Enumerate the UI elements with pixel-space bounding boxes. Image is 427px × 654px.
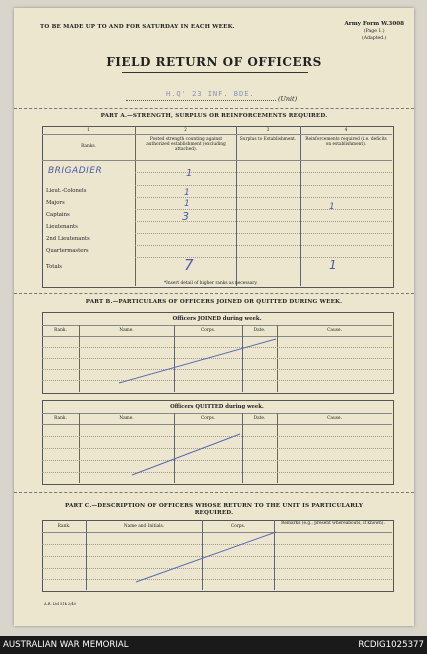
totals-label: Totals <box>46 264 63 270</box>
form-adapted-label: (Adapted.) <box>361 36 387 41</box>
col-number-2: 2 <box>184 128 187 133</box>
rank-row-0: BRIGADIER <box>48 166 103 176</box>
part-c-strike-line <box>136 532 276 582</box>
totals-reinforcements: 1 <box>329 258 337 272</box>
header-surplus: Surplus to Establishment. <box>239 137 297 142</box>
quitted-strike-line <box>132 434 240 475</box>
part-a-heading: PART A.—STRENGTH, SURPLUS OR REINFORCEMENTS REQUIRED. <box>100 113 328 119</box>
archive-name: AUSTRALIAN WAR MEMORIAL <box>3 640 129 650</box>
rank-row-4: Lieutenants <box>46 224 78 230</box>
form-number-text: Army Form W.3008 <box>344 21 404 27</box>
part-c-col-rank: Rank. <box>57 524 71 529</box>
unit-label: (Unit) <box>278 95 298 103</box>
part-a-footnote: *Insert detail of higher ranks as necessary. <box>164 281 258 286</box>
quitted-title: Officers QUITTED during week. <box>170 404 264 410</box>
header-posted: Posted strength counting against authorized establishment (excluding attached). <box>146 137 226 152</box>
rank-row-6: Quartermasters <box>46 248 89 254</box>
rank-row-3: Captains <box>46 212 70 218</box>
document-page <box>14 8 414 626</box>
joined-title: Officers JOINED during week. <box>172 316 262 322</box>
joined-col-corps: Corps. <box>200 328 216 333</box>
joined-col-cause: Cause. <box>327 328 342 333</box>
posted-mark-1: 1 <box>184 188 190 198</box>
unit-stamp: H.Q' 23 INF. BDE. <box>166 90 255 98</box>
strike-lines <box>14 8 414 626</box>
col-number-4: 4 <box>344 128 348 133</box>
col-number-1: 1 <box>87 128 90 133</box>
joined-strike-line <box>119 339 276 383</box>
quitted-col-corps: Corps. <box>200 416 216 421</box>
posted-mark-3: 3 <box>182 210 189 223</box>
quitted-col-cause: Cause. <box>327 416 342 421</box>
part-c-heading-2: REQUIRED. <box>194 510 234 516</box>
quitted-col-date: Date. <box>253 416 266 421</box>
part-c-heading-1: PART C.—DESCRIPTION OF OFFICERS WHOSE RETURN TO THE UNIT IS PARTICULARLY <box>64 503 364 509</box>
form-page-label: (Page 1.) <box>363 29 385 34</box>
page-title: FIELD RETURN OF OFFICERS <box>106 55 322 69</box>
print-code: A.R. Ltd 51k 2/40 <box>44 602 76 606</box>
part-c-col-corps: Corps. <box>230 524 246 529</box>
part-b-heading: PART B.—PARTICULARS OF OFFICERS JOINED OR QUITTED DURING WEEK. <box>85 299 343 305</box>
col-number-3: 3 <box>266 128 270 133</box>
reinforcement-mark-3: 1 <box>329 202 335 212</box>
part-c-col-name: Name and Initials. <box>123 524 165 529</box>
totals-posted: 7 <box>184 256 194 274</box>
rank-row-1: Lieut.-Colonels <box>46 188 87 194</box>
joined-col-date: Date. <box>253 328 266 333</box>
quitted-col-rank: Rank. <box>54 416 67 421</box>
header-ranks: Ranks. <box>81 144 96 149</box>
joined-col-name: Name. <box>119 328 134 333</box>
top-instruction: TO BE MADE UP TO AND FOR SATURDAY IN EACH WEEK. <box>40 24 235 30</box>
archive-footer <box>0 636 427 654</box>
joined-col-rank: Rank. <box>54 328 67 333</box>
header-reinforcements: Reinforcements required (i.e. deficits on establishment). <box>305 137 387 147</box>
posted-mark-2: 1 <box>184 199 190 209</box>
quitted-col-name: Name. <box>119 416 134 421</box>
rank-row-5: 2nd Lieutenants <box>46 236 90 242</box>
archive-id: RCDIG1025377 <box>358 640 424 650</box>
posted-mark-0: 1 <box>186 168 193 179</box>
part-c-col-remarks: Remarks (e.g., present whereabouts, if known). <box>281 521 385 526</box>
rank-row-2: Majors <box>46 200 65 206</box>
